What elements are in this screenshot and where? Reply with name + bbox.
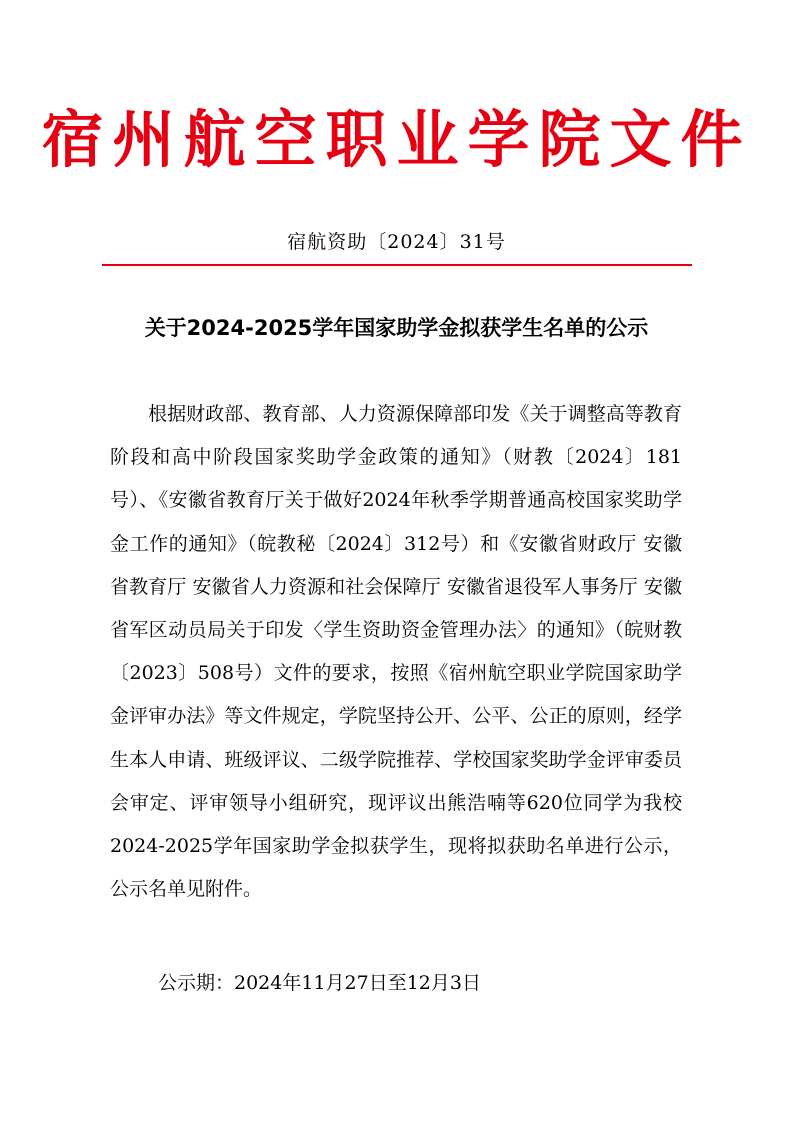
- notice-body-paragraph: 根据财政部、教育部、人力资源保障部印发《关于调整高等教育阶段和高中阶段国家奖助学金政策的通知》（财教〔2024〕181号）、《安徽省教育厅关于做好2024年秋季学期普通高校国家奖助学金工作的通知》（皖教秘〔2024〕312号）和《安徽省财政厅 安徽省教育厅 安徽省人力资源和社会保障厅 安徽省退役军人事务厅 安徽省军区动员局关于印发〈学生资助资金管理办法〉的通知》（皖财教〔2023〕508号）文件的要求，按照《宿州航空职业学院国家助学金评审办法》等文件规定，学院坚持公开、公平、公正的原则，经学生本人申请、班级评议、二级学院推荐、学校国家奖助学金评审委员会审定、评审领导小组研究，现评议出熊浩喃等620位同学为我校 2024-2025学年国家助学金拟获学生，现将拟获助名单进行公示，公示名单见附件。: [110, 403, 682, 901]
- red-divider-line: [102, 264, 692, 266]
- notice-period: 公示期：2024年11月27日至12月3日: [158, 972, 481, 994]
- document-number: 宿航资助〔2024〕31号: [287, 231, 506, 253]
- document-masthead: 宿州航空职业学院文件: [41, 103, 752, 176]
- notice-title: 关于2024-2025学年国家助学金拟获学生名单的公示: [144, 316, 649, 340]
